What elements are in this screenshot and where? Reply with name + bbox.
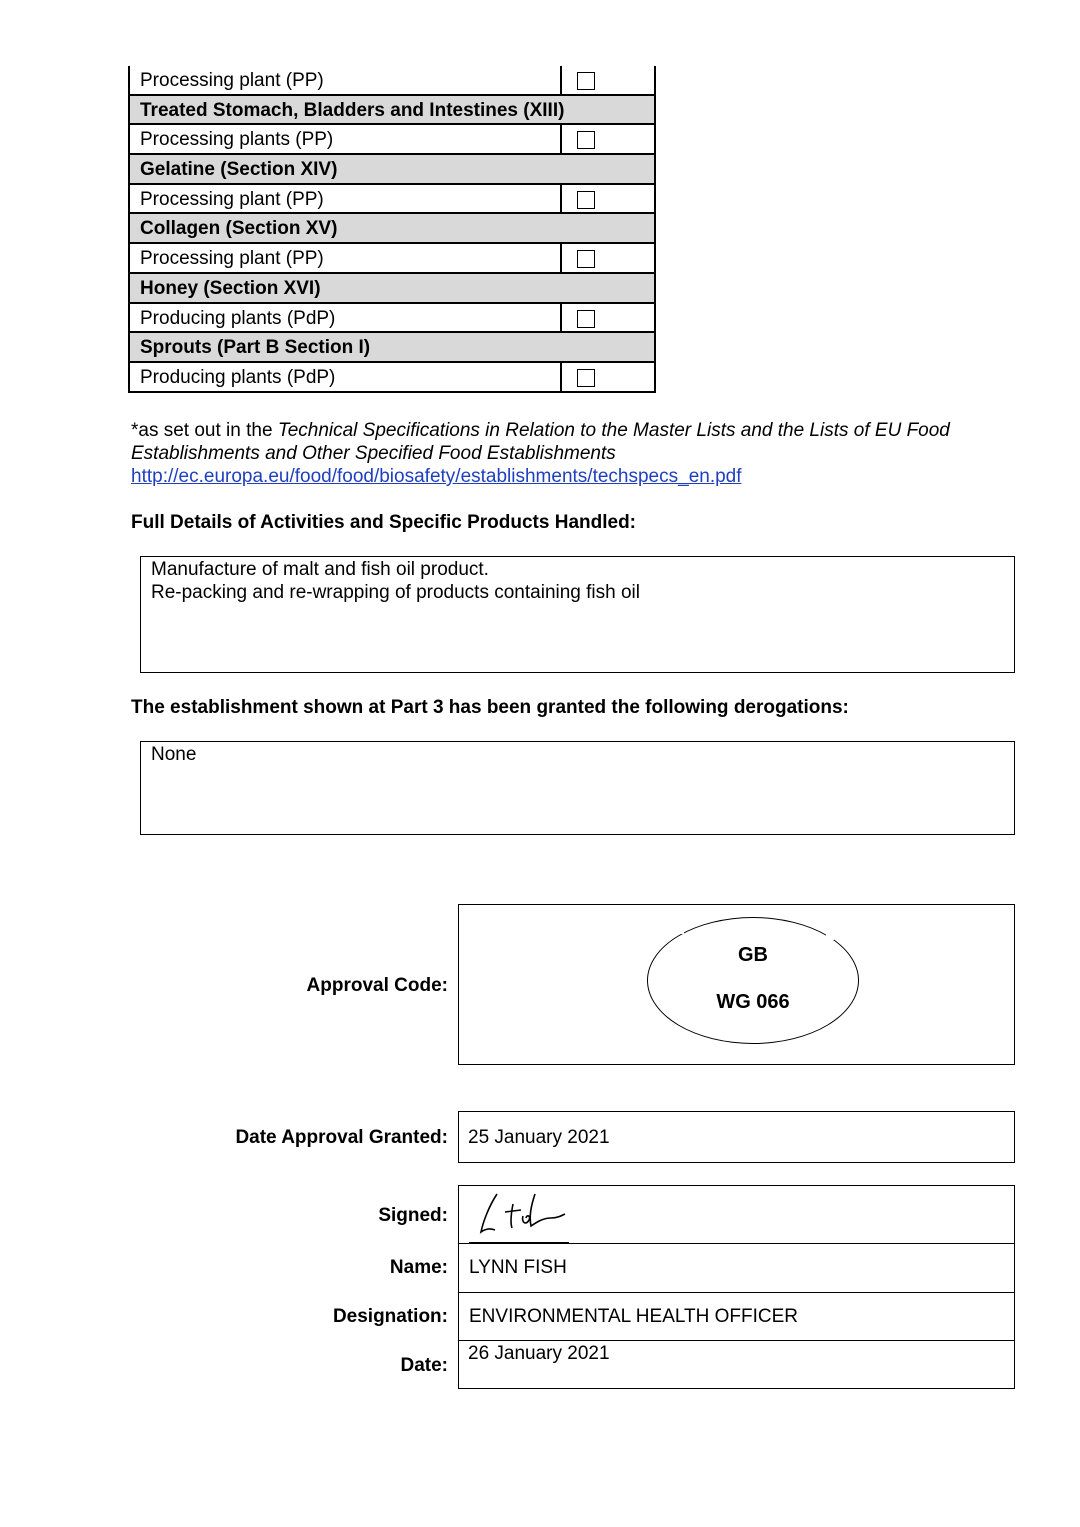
stamp-country: GB [738, 944, 768, 966]
signoff-date-label: Date: [400, 1355, 448, 1376]
approval-code-label: Approval Code: [306, 975, 448, 996]
signature-image [469, 1188, 579, 1244]
category-checkbox[interactable] [577, 131, 595, 149]
signed-label: Signed: [378, 1205, 448, 1226]
category-checkbox[interactable] [577, 72, 595, 90]
category-heading-label: Collagen (Section XV) [140, 218, 338, 240]
signoff-divider-2 [459, 1292, 1014, 1293]
derogations-text: None [151, 744, 197, 765]
category-checkbox[interactable] [577, 369, 595, 387]
category-row-label: Processing plants (PP) [140, 129, 334, 151]
activities-box [140, 556, 1015, 673]
category-row-label: Processing plant (PP) [140, 248, 324, 270]
category-row [128, 66, 656, 96]
category-heading [128, 333, 656, 363]
activities-label: Full Details of Activities and Specific Products Handled: [131, 512, 637, 533]
category-heading [128, 96, 656, 126]
category-heading-label: Sprouts (Part B Section I) [140, 337, 371, 359]
footnote-prefix: *as set out in the [131, 420, 278, 441]
category-heading-label: Gelatine (Section XIV) [140, 159, 338, 181]
category-heading-label: Honey (Section XVI) [140, 277, 321, 299]
category-heading-label: Treated Stomach, Bladders and Intestines (XIII) [140, 99, 565, 121]
date-granted-value: 25 January 2021 [468, 1127, 610, 1148]
name-value: LYNN FISH [469, 1257, 567, 1278]
category-heading [128, 155, 656, 185]
column-divider [560, 363, 562, 391]
category-row [128, 363, 656, 393]
stamp-gap-left [676, 924, 684, 934]
signoff-divider-3 [459, 1340, 1014, 1341]
designation-value: ENVIRONMENTAL HEALTH OFFICER [469, 1306, 799, 1327]
category-row-label: Processing plant (PP) [140, 188, 324, 210]
name-label: Name: [389, 1257, 448, 1278]
column-divider [560, 125, 562, 153]
category-row [128, 244, 656, 274]
date-granted-label: Date Approval Granted: [235, 1127, 448, 1148]
signoff-date-value: 26 January 2021 [468, 1343, 610, 1364]
designation-label: Designation: [332, 1306, 448, 1327]
stamp-code: WG 066 [716, 991, 790, 1013]
category-row-label: Processing plant (PP) [140, 70, 324, 91]
category-row [128, 125, 656, 155]
stamp-gap-right [826, 928, 834, 940]
activities-text: Manufacture of malt and fish oil product. Re-packing and re-wrapping of products containing fish oil [151, 559, 640, 603]
category-checkbox[interactable] [577, 191, 595, 209]
column-divider [560, 66, 562, 94]
column-divider [560, 244, 562, 272]
category-heading [128, 274, 656, 304]
derogations-label: The establishment shown at Part 3 has been granted the following derogations: [131, 697, 849, 718]
signoff-table [458, 1185, 1015, 1389]
category-row [128, 304, 656, 334]
category-row [128, 185, 656, 215]
techspecs-link[interactable]: http://ec.europa.eu/food/food/biosafety/establishments/techspecs_en.pdf [131, 466, 742, 487]
derogations-box [140, 741, 1015, 835]
footnote [131, 419, 981, 488]
column-divider [560, 185, 562, 213]
category-row-label: Producing plants (PdP) [140, 307, 336, 329]
category-checkbox[interactable] [577, 250, 595, 268]
category-heading [128, 214, 656, 244]
column-divider [560, 304, 562, 332]
date-granted-box [458, 1111, 1015, 1163]
footnote-italic: Technical Specifications in Relation to the Master Lists and the Lists of EU Food Establishments and Other Specified Food Establishments [131, 420, 950, 464]
category-table [128, 66, 656, 393]
category-row-label: Producing plants (PdP) [140, 366, 336, 388]
category-checkbox[interactable] [577, 310, 595, 328]
